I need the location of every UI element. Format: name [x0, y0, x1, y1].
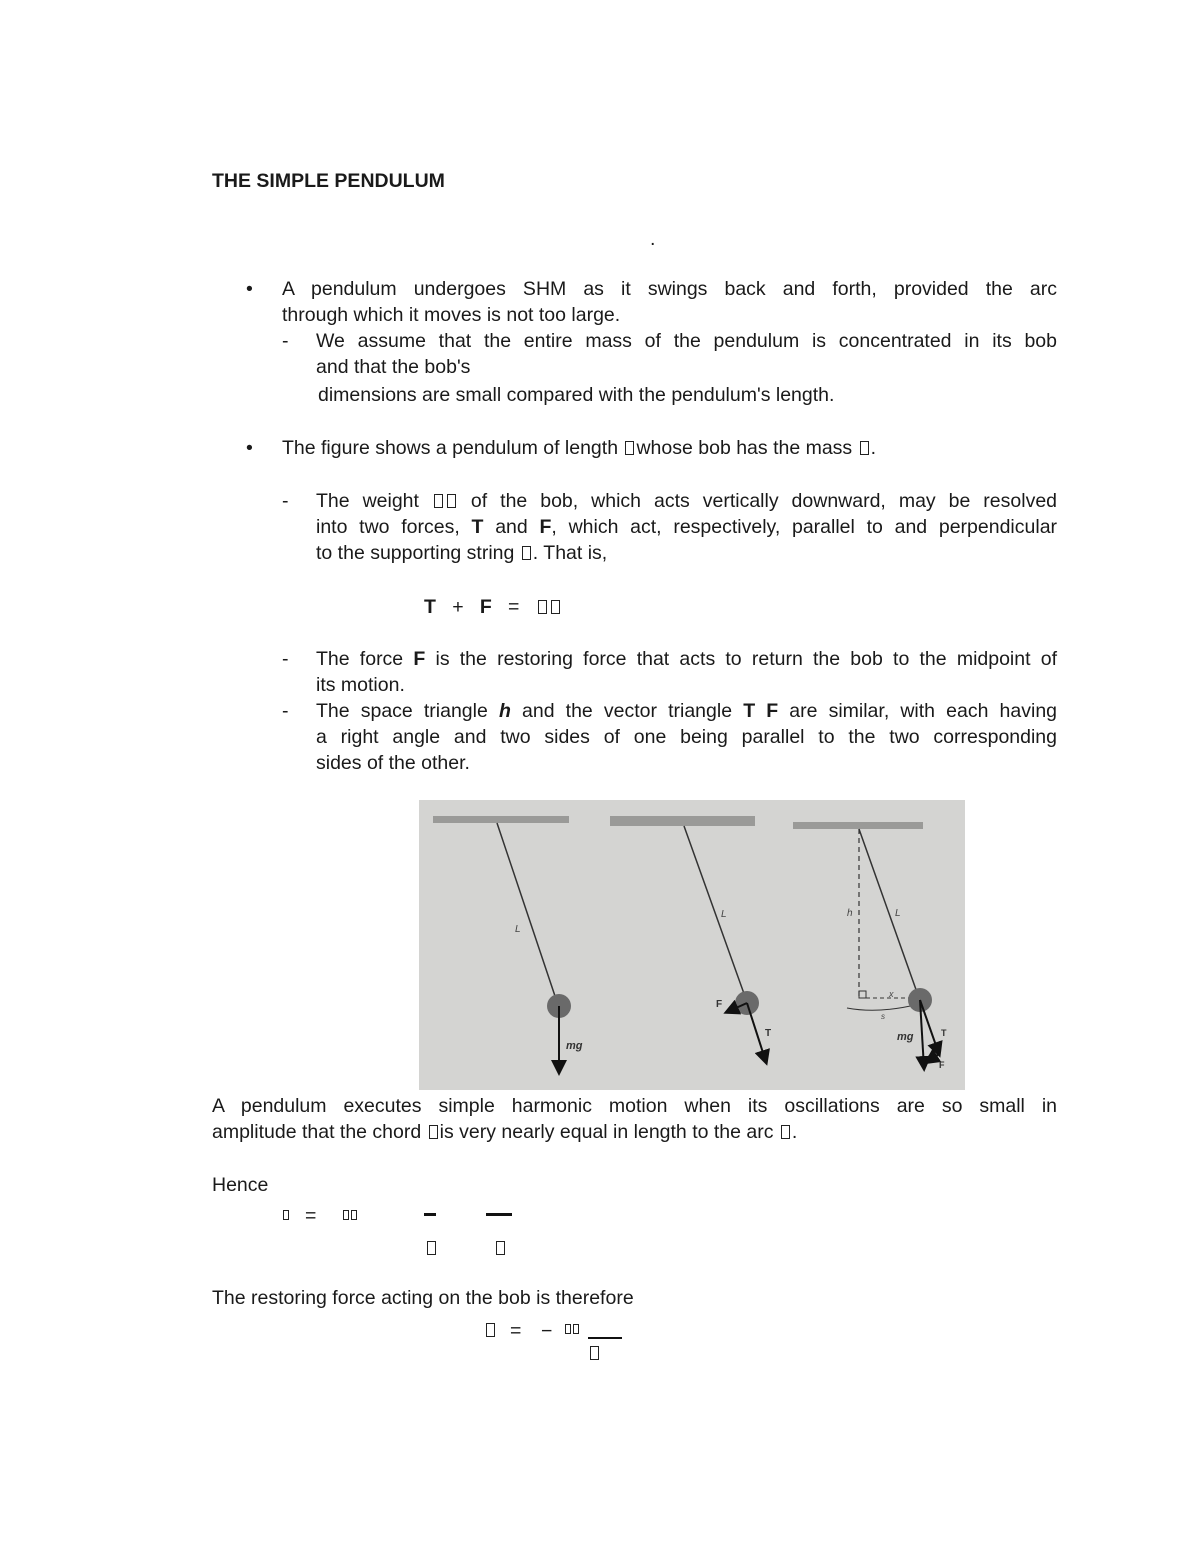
eq1-lhs	[282, 1207, 290, 1225]
bullet-2-sub-1-line-1	[316, 488, 1057, 514]
sub3-a: The space triangle	[316, 700, 488, 722]
label-mg: mg	[897, 1031, 914, 1043]
eq1-numerator	[342, 1207, 358, 1225]
bullet-2-text-b: whose bob has the mass	[636, 437, 853, 459]
paragraph-line-1: A pendulum executes simple harmonic motion when its oscillations are so small in	[212, 1095, 1057, 1117]
page-title: THE SIMPLE PENDULUM	[212, 170, 445, 192]
dash-marker: -	[282, 700, 289, 722]
para-line2-c: .	[791, 1121, 798, 1143]
label-T: T	[765, 1028, 772, 1039]
bullet-1-line-1: A pendulum undergoes SHM as it swings back and forth, provided the arc	[282, 278, 1057, 300]
label-L: L	[721, 909, 727, 920]
eq2-lhs	[484, 1323, 497, 1341]
sub2-F: F	[413, 648, 426, 670]
missing-glyph-box	[283, 1210, 289, 1220]
label-F: F	[939, 1060, 945, 1070]
bullet-2-text-c: .	[870, 437, 877, 459]
sub3-h: h	[498, 700, 511, 722]
sub3-c: are similar, with each having	[789, 700, 1058, 722]
eq1-equals: =	[305, 1205, 317, 1227]
missing-glyph-box	[551, 600, 560, 614]
sub1-F: F	[539, 516, 552, 538]
label-h: h	[847, 908, 853, 919]
sub1-line3-b: . That is,	[532, 542, 608, 564]
para-line2-b: is very nearly equal in length to the arc	[439, 1121, 774, 1143]
fraction-bar-2	[486, 1213, 512, 1216]
missing-glyph-box	[590, 1346, 599, 1360]
para-line2-a: amplitude that the chord	[212, 1121, 422, 1143]
eq-T: T	[424, 596, 436, 618]
missing-glyph-box	[343, 1210, 349, 1220]
label-x: x	[889, 989, 894, 999]
bullet-2-line	[282, 435, 876, 461]
sub1-line2-a: into two forces,	[316, 516, 460, 538]
hence-label: Hence	[212, 1174, 269, 1196]
eq2-numerator	[564, 1321, 580, 1339]
missing-glyph-box	[434, 494, 443, 508]
stray-dot: .	[650, 228, 656, 250]
sub1-b: of the bob, which acts vertically downward, may be resolved	[470, 490, 1058, 512]
missing-glyph-box	[447, 494, 456, 508]
vector-equation	[424, 594, 562, 620]
missing-glyph-box	[522, 546, 531, 560]
missing-glyph-box	[427, 1241, 436, 1255]
sub1-and: and	[495, 516, 528, 538]
dash-marker: -	[282, 330, 289, 352]
eq-equals: =	[508, 596, 520, 618]
missing-glyph-box	[351, 1210, 357, 1220]
bullet-2-sub-3-line-1	[316, 698, 1057, 724]
sub1-line3-a: to the supporting string	[316, 542, 515, 564]
fraction-bar-3	[588, 1337, 622, 1339]
bullet-2-sub-3-line-2: a right angle and two sides of one being parallel to the two corresponding	[316, 726, 1057, 748]
figure-background	[419, 800, 965, 1090]
bullet-2-text-a: The figure shows a pendulum of length	[282, 437, 619, 459]
ceiling-bar	[433, 816, 569, 823]
bullet-2-sub-3-line-3: sides of the other.	[316, 752, 470, 774]
eq2-equals: =	[510, 1320, 522, 1342]
fraction-bar-1	[424, 1213, 436, 1216]
dash-marker: -	[282, 490, 289, 512]
eq2-denominator	[588, 1346, 601, 1364]
sub1-line2-b: , which act, respectively, parallel to and perpendicular	[551, 516, 1058, 538]
bullet-1-sub-1-line-1: We assume that the entire mass of the pendulum is concentrated in its bob	[316, 330, 1057, 352]
label-L: L	[515, 924, 521, 935]
bullet-1-line-2: through which it moves is not too large.	[282, 304, 621, 326]
sub3-TF: T F	[743, 700, 779, 722]
missing-glyph-box	[538, 600, 547, 614]
pendulum-figure	[419, 800, 965, 1090]
ceiling-bar	[793, 822, 923, 829]
ceiling-bar	[610, 816, 755, 826]
missing-glyph-box	[625, 441, 634, 455]
bullet-2-sub-1-line-3	[316, 540, 607, 566]
missing-glyph-box	[781, 1125, 790, 1139]
sub3-b: and the vector triangle	[522, 700, 733, 722]
label-T: T	[941, 1028, 947, 1038]
missing-glyph-box	[573, 1324, 579, 1334]
label-F: F	[716, 999, 723, 1010]
dash-marker: -	[282, 648, 289, 670]
missing-glyph-box	[565, 1324, 571, 1334]
eq-plus: +	[452, 596, 464, 618]
sub2-a: The force	[316, 648, 404, 670]
paragraph-line-2	[212, 1119, 797, 1145]
bullet-1-sub-1-line-2: and that the bob's	[316, 356, 471, 378]
bullet-1-marker: •	[246, 278, 253, 300]
missing-glyph-box	[496, 1241, 505, 1255]
bullet-2-sub-2-line-2: its motion.	[316, 674, 405, 696]
eq-F: F	[479, 596, 492, 618]
eq1-denominator-1	[425, 1241, 438, 1259]
missing-glyph-box	[486, 1323, 495, 1337]
missing-glyph-box	[429, 1125, 438, 1139]
label-L: L	[895, 908, 901, 919]
label-mg: mg	[566, 1040, 583, 1052]
bullet-2-sub-2-line-1	[316, 646, 1057, 672]
missing-glyph-box	[860, 441, 869, 455]
sub1-T: T	[471, 516, 484, 538]
bullet-2-sub-1-line-2	[316, 514, 1057, 540]
bullet-2-marker: •	[246, 437, 253, 459]
label-s: s	[881, 1012, 885, 1021]
eq1-denominator-2	[494, 1241, 507, 1259]
sub1-a: The weight	[316, 490, 419, 512]
sub2-b: is the restoring force that acts to return the bob to the midpoint of	[435, 648, 1057, 670]
restoring-force-text: The restoring force acting on the bob is therefore	[212, 1287, 634, 1309]
eq2-minus: −	[541, 1320, 553, 1342]
bullet-1-sub-1-line-3: dimensions are small compared with the pendulum's length.	[318, 384, 835, 406]
